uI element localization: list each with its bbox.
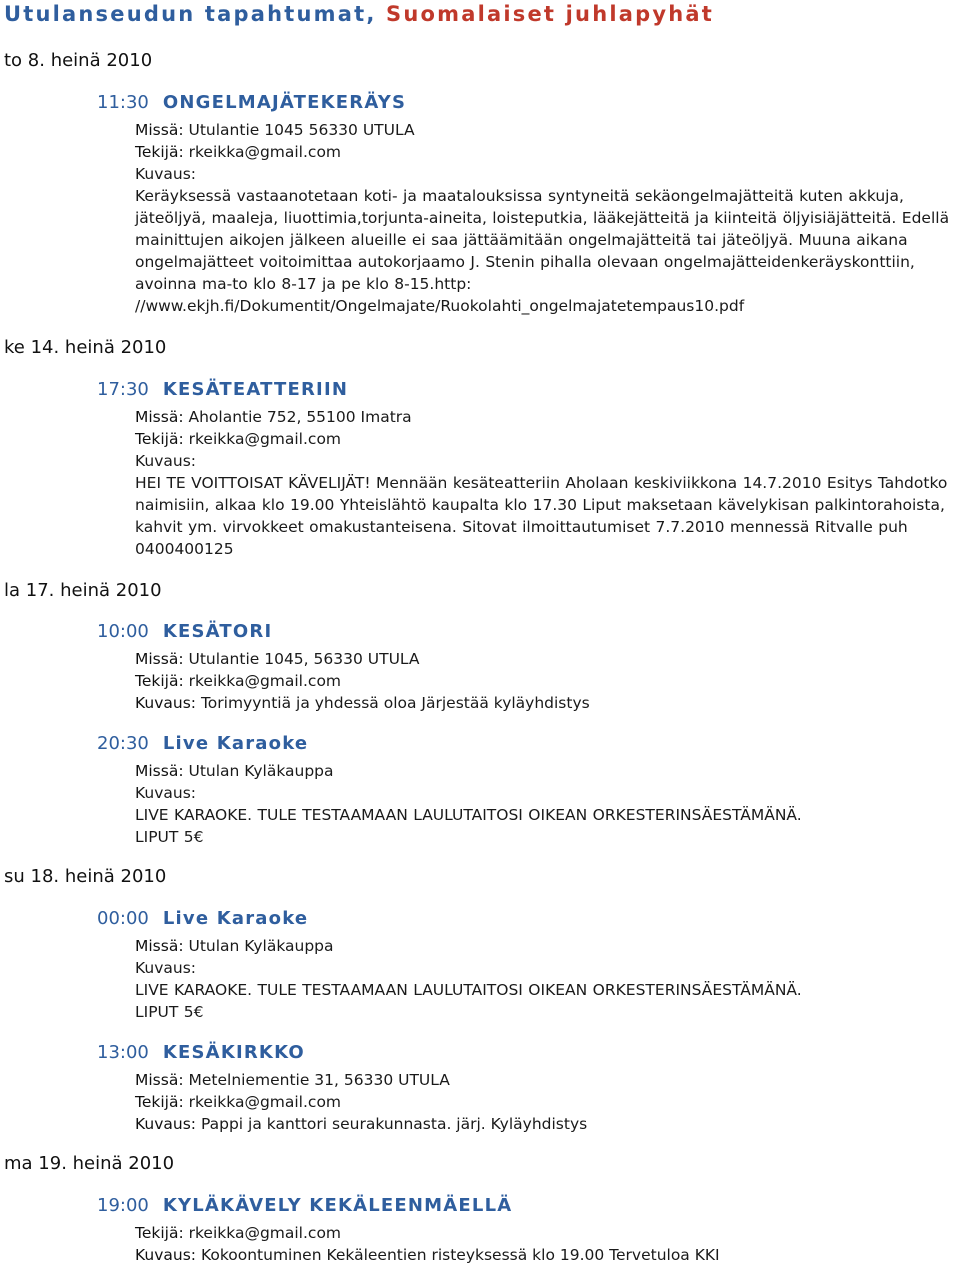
event-location <box>135 935 960 957</box>
organizer-label: Tekijä: <box>135 672 184 690</box>
description-label: Kuvaus: <box>135 1115 197 1133</box>
organizer-label: Tekijä: <box>135 430 184 448</box>
location-label: Missä: <box>135 762 184 780</box>
event-description: Torimyyntiä ja yhdessä oloa Järjestää kyläyhdistys <box>200 694 590 712</box>
day-header: ma 19. heinä 2010 <box>4 1153 175 1174</box>
description-label: Kuvaus: <box>135 1246 197 1264</box>
day-header: su 18. heinä 2010 <box>4 866 167 887</box>
location-value: Aholantie 752, 55100 Imatra <box>188 408 412 426</box>
event-heading <box>97 621 960 643</box>
event-heading <box>97 92 960 114</box>
day-header: la 17. heinä 2010 <box>4 580 162 601</box>
location-label: Missä: <box>135 121 184 139</box>
event-time: 13:00 <box>97 1042 149 1063</box>
event-heading <box>97 1042 960 1064</box>
event-time: 20:30 <box>97 733 149 754</box>
location-value: Utulan Kyläkauppa <box>188 937 334 955</box>
event-heading <box>97 908 960 930</box>
event-organizer <box>135 1091 960 1113</box>
organizer-email: rkeikka@gmail.com <box>188 143 342 161</box>
organizer-email: rkeikka@gmail.com <box>188 672 342 690</box>
event-title-link[interactable]: ONGELMAJÄTEKERÄYS <box>162 92 407 113</box>
event-time: 17:30 <box>97 379 149 400</box>
event-description: LIVE KARAOKE. TULE TESTAAMAAN LAULUTAITOSI OIKEAN ORKESTERINSÄESTÄMÄNÄ. LIPUT 5€ <box>135 806 802 846</box>
location-label: Missä: <box>135 650 184 668</box>
title-holidays-link[interactable]: Suomalaiset juhlapyhät <box>386 2 715 26</box>
event-title-link[interactable]: KESÄTORI <box>162 621 273 642</box>
event-time: 00:00 <box>97 908 149 929</box>
event <box>97 1042 960 1135</box>
event <box>97 1195 960 1266</box>
location-value: Utulan Kyläkauppa <box>188 762 334 780</box>
event-location <box>135 648 960 670</box>
event-body <box>135 119 960 317</box>
event-time: 19:00 <box>97 1195 149 1216</box>
event-heading <box>97 1195 960 1217</box>
location-value: Metelniementie 31, 56330 UTULA <box>188 1071 450 1089</box>
organizer-label: Tekijä: <box>135 143 184 161</box>
event-organizer <box>135 428 960 450</box>
event-body <box>135 1222 960 1266</box>
page-title <box>4 2 714 26</box>
location-value: Utulantie 1045 56330 UTULA <box>188 121 415 139</box>
event-description-row <box>135 1113 960 1135</box>
event-time: 11:30 <box>97 92 149 113</box>
location-label: Missä: <box>135 408 184 426</box>
title-local-events-link[interactable]: Utulanseudun tapahtumat <box>4 2 367 26</box>
event <box>97 92 960 317</box>
event-body <box>135 935 960 1023</box>
event-title-link[interactable]: KYLÄKÄVELY KEKÄLEENMÄELLÄ <box>162 1195 513 1216</box>
organizer-label: Tekijä: <box>135 1093 184 1111</box>
event-body <box>135 1069 960 1135</box>
title-separator: , <box>366 2 377 26</box>
event <box>97 621 960 714</box>
description-label: Kuvaus: <box>135 452 197 470</box>
event-description: LIVE KARAOKE. TULE TESTAAMAAN LAULUTAITOSI OIKEAN ORKESTERINSÄESTÄMÄNÄ. LIPUT 5€ <box>135 981 802 1021</box>
event-description: Keräyksessä vastaanotetaan koti- ja maatalouksissa syntyneitä sekäongelmajätteitä kuten akkuja, jäteöljyä, maaleja, liuottimia,torjunta-aineita, loisteputkia, lääkejätteitä ja kiinteitä öljyisiäjätteitä. Edellä mainittujen aikojen jälkeen alueille ei saa jättäämitään ongelmajätteitä tai jäteöljyä. Muuna aikana ongelmajätteet voitoimittaa autokorjaamo J. Stenin pihalla olevaan ongelmajätteidenkeräyskonttiin, avoinna ma-to klo 8-17 ja pe klo 8-15.http: //www.ekjh.fi/Dokumentit/Ongelmajate/Ruokolahti_ongelmajatetempaus10.pdf <box>135 187 950 315</box>
description-label: Kuvaus: <box>135 959 197 977</box>
event-organizer <box>135 1222 960 1244</box>
day-header: ke 14. heinä 2010 <box>4 337 167 358</box>
location-value: Utulantie 1045, 56330 UTULA <box>188 650 420 668</box>
event <box>97 733 960 848</box>
event <box>97 908 960 1023</box>
organizer-label: Tekijä: <box>135 1224 184 1242</box>
event-organizer <box>135 670 960 692</box>
description-label: Kuvaus: <box>135 694 197 712</box>
location-label: Missä: <box>135 937 184 955</box>
event-heading <box>97 733 960 755</box>
event-location <box>135 760 960 782</box>
event-body <box>135 760 960 848</box>
event-time: 10:00 <box>97 621 149 642</box>
event-title-link[interactable]: Live Karaoke <box>162 908 309 929</box>
event-body <box>135 406 960 560</box>
location-label: Missä: <box>135 1071 184 1089</box>
event-location <box>135 1069 960 1091</box>
event-organizer <box>135 141 960 163</box>
event-heading <box>97 379 960 401</box>
description-label: Kuvaus: <box>135 165 197 183</box>
day-header: to 8. heinä 2010 <box>4 50 153 71</box>
event <box>97 379 960 560</box>
event-title-link[interactable]: KESÄKIRKKO <box>162 1042 305 1063</box>
organizer-email: rkeikka@gmail.com <box>188 1093 342 1111</box>
event-location <box>135 406 960 428</box>
organizer-email: rkeikka@gmail.com <box>188 1224 342 1242</box>
event-body <box>135 648 960 714</box>
event-description-row <box>135 692 960 714</box>
event-description-row <box>135 1244 960 1266</box>
event-description: Pappi ja kanttori seurakunnasta. järj. Kyläyhdistys <box>200 1115 588 1133</box>
event-title-link[interactable]: KESÄTEATTERIIN <box>162 379 349 400</box>
event-description: Kokoontuminen Kekäleentien risteyksessä klo 19.00 Tervetuloa KKI <box>200 1246 720 1264</box>
event-location <box>135 119 960 141</box>
event-description: HEI TE VOITTOISAT KÄVELIJÄT! Mennään kesäteatteriin Aholaan keskiviikkona 14.7.2010 Esitys Tahdotko naimisiin, alkaa klo 19.00 Yhteislähtö kaupalta klo 17.30 Liput maksetaan kävelykisan palkintorahoista, kahvit ym. virvokkeet omakustanteisena. Sitovat ilmoittautumiset 7.7.2010 mennessä Ritvalle puh 0400400125 <box>135 474 948 558</box>
description-label: Kuvaus: <box>135 784 197 802</box>
event-title-link[interactable]: Live Karaoke <box>162 733 309 754</box>
organizer-email: rkeikka@gmail.com <box>188 430 342 448</box>
